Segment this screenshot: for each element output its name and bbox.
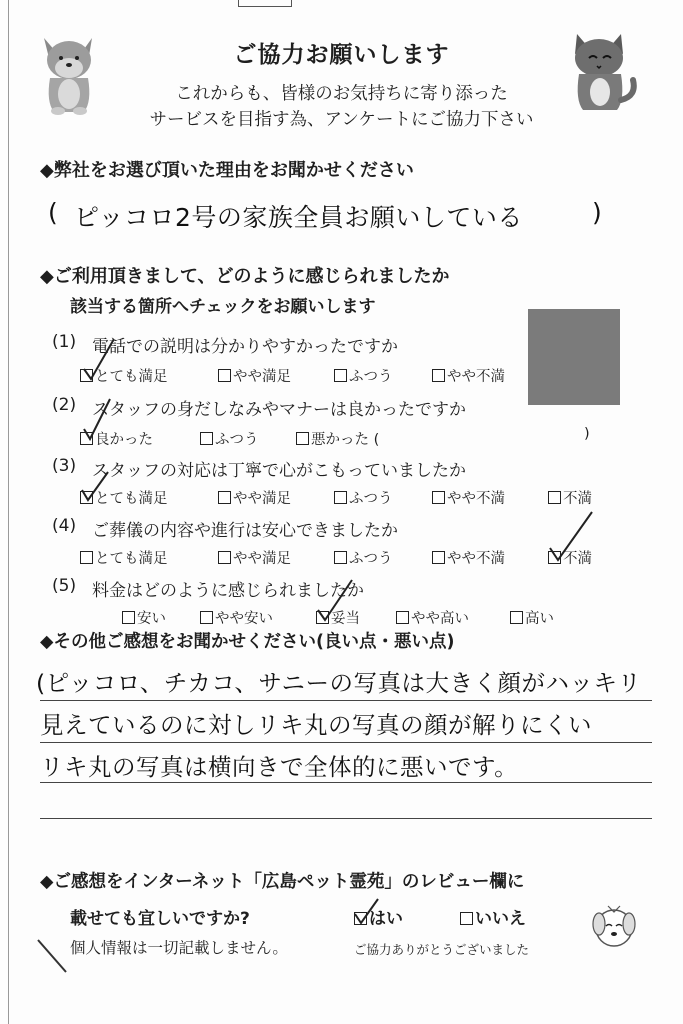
review-option-yes[interactable]: はい [354, 904, 403, 929]
checkbox[interactable] [334, 551, 347, 564]
checkbox[interactable] [218, 491, 231, 504]
reason-close-paren: ) [592, 198, 603, 227]
dog-face-icon [590, 900, 638, 952]
comment-rule-3 [40, 782, 652, 783]
checkbox[interactable] [296, 432, 309, 445]
checkbox[interactable] [122, 611, 135, 624]
reason-question: ◆弊社をお選び頂いた理由をお聞かせください [40, 160, 414, 181]
q1-check-mark [80, 335, 120, 385]
q4-option-somewhat-satisfied[interactable]: やや満足 [218, 547, 291, 568]
comment-line-2: 見えているのに対しリキ丸の写真の顔が解りにくい [40, 711, 592, 739]
q5-option-fair[interactable]: 妥当 [316, 607, 360, 628]
q4-option-very-satisfied[interactable]: とても満足 [80, 547, 168, 568]
checkbox[interactable] [200, 432, 213, 445]
q4-option-dissatisfied[interactable]: 不満 [548, 547, 592, 568]
checkbox[interactable] [548, 491, 561, 504]
q4-text: ご葬儀の内容や進行は安心できましたか [92, 521, 398, 541]
comment-line-1: (ピッコロ、チカコ、サニーの写真は大きく顔がハッキリ [36, 669, 642, 697]
checkbox[interactable] [334, 369, 347, 382]
checkbox[interactable] [396, 611, 409, 624]
review-option-no[interactable]: いいえ [460, 904, 526, 929]
q3-check-mark [78, 468, 114, 504]
checkbox[interactable] [432, 551, 445, 564]
survey-heading: ◆ご利用頂きまして、どのように感じられましたか [40, 266, 450, 287]
q4-option-somewhat-dissatisfied[interactable]: やや不満 [432, 547, 505, 568]
pen-stroke-mark [34, 936, 70, 976]
page-title: ご協力お願いします [233, 42, 450, 68]
q1-option-neutral[interactable]: ふつう [334, 365, 393, 386]
q3-option-very-satisfied[interactable]: とても満足 [80, 487, 168, 508]
checkbox[interactable] [432, 491, 445, 504]
comment-rule-2 [40, 742, 652, 743]
q5-check-mark [314, 576, 358, 626]
scan-edge [8, 0, 9, 1024]
reason-open-paren: ( [48, 198, 59, 227]
q5-number: (5) [52, 576, 77, 596]
comments-heading: ◆その他ご感想をお聞かせください(良い点・悪い点) [40, 632, 455, 652]
q5-option-cheap[interactable]: 安い [122, 607, 166, 628]
subtitle-line-1: これからも、皆様のお気持ちに寄り添った [175, 84, 508, 104]
comment-rule-1 [40, 700, 652, 701]
review-question-line-2: 載せても宜しいですか? [70, 909, 250, 929]
subtitle-line-2: サービスを目指す為、アンケートにご協力下さい [149, 110, 534, 130]
reason-answer: ピッコロ2号の家族全員お願いしている [74, 203, 523, 232]
q2-option-good[interactable]: 良かった [80, 428, 153, 449]
q1-option-somewhat-satisfied[interactable]: やや満足 [218, 365, 291, 386]
q2-number: (2) [52, 395, 77, 415]
q3-text: スタッフの対応は丁寧で心がこもっていましたか [92, 461, 466, 481]
checkbox[interactable] [510, 611, 523, 624]
q5-option-somewhat-cheap[interactable]: やや安い [200, 607, 273, 628]
q1-option-very-satisfied[interactable]: とても満足 [80, 365, 168, 386]
q3-option-somewhat-dissatisfied[interactable]: やや不満 [432, 487, 505, 508]
checkbox[interactable] [334, 491, 347, 504]
thanks-text: ご協力ありがとうございました [354, 942, 530, 957]
survey-instruction: 該当する箇所へチェックをお願いします [70, 297, 376, 317]
checkbox[interactable] [80, 551, 93, 564]
q1-text: 電話での説明は分かりやすかったですか [92, 337, 398, 357]
checkbox[interactable] [218, 369, 231, 382]
q4-option-neutral[interactable]: ふつう [334, 547, 393, 568]
q5-option-somewhat-expensive[interactable]: やや高い [396, 607, 469, 628]
q2-text: スタッフの身だしなみやマナーは良かったですか [92, 400, 466, 420]
checkbox[interactable] [200, 611, 213, 624]
q2-option-bad[interactable]: 悪かった ( [296, 428, 379, 449]
q1-option-somewhat-dissatisfied[interactable]: やや不満 [432, 365, 505, 386]
q3-option-dissatisfied[interactable]: 不満 [548, 487, 592, 508]
q2-option-neutral[interactable]: ふつう [200, 428, 259, 449]
q1-number: (1) [52, 332, 77, 352]
checkbox[interactable] [432, 369, 445, 382]
privacy-note: 個人情報は一切記載しません。 [70, 939, 288, 957]
q3-option-somewhat-satisfied[interactable]: やや満足 [218, 487, 291, 508]
review-question: ◆ご感想をインターネット「広島ペット霊苑」のレビュー欄に [40, 872, 525, 892]
checkbox[interactable] [218, 551, 231, 564]
q5-text: 料金はどのように感じられましたか [92, 581, 364, 601]
top-tab-mark [238, 0, 292, 7]
comment-line-3: リキ丸の写真は横向きで全体的に悪いです。 [40, 753, 519, 781]
review-check-mark [352, 896, 382, 926]
q2-check-mark [80, 395, 120, 445]
comment-rule-4 [40, 818, 652, 819]
q3-number: (3) [52, 456, 77, 476]
q4-number: (4) [52, 516, 77, 536]
q3-option-neutral[interactable]: ふつう [334, 487, 393, 508]
q2-close-paren: ) [584, 426, 590, 442]
checkbox[interactable] [460, 912, 473, 925]
redaction-box [528, 309, 620, 405]
q5-option-expensive[interactable]: 高い [510, 607, 554, 628]
q4-check-mark [546, 508, 598, 564]
